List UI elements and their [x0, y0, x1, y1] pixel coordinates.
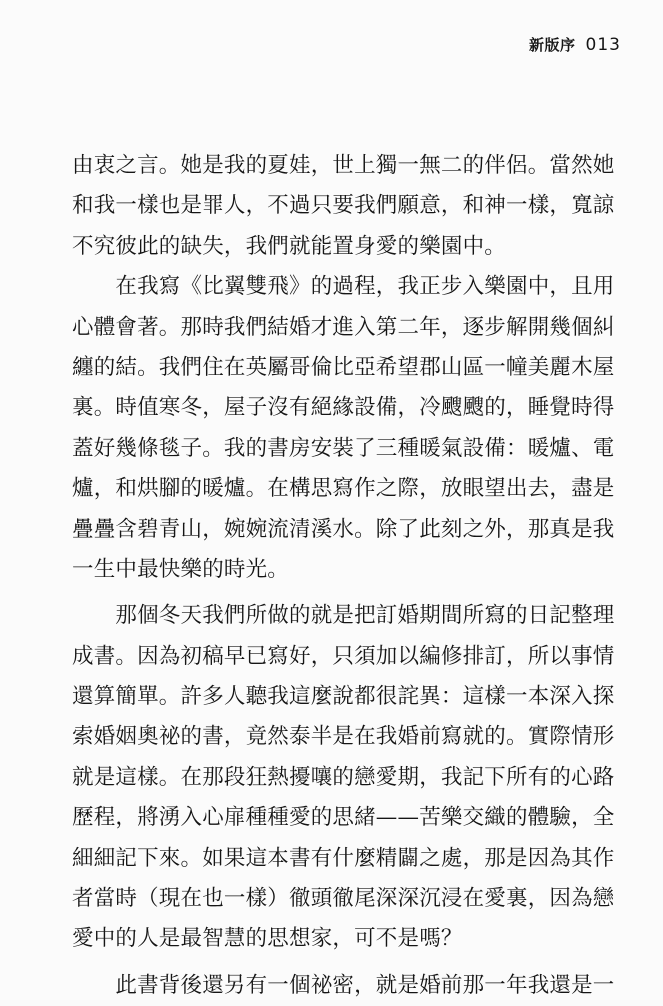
text-line: 心體會著。那時我們結婚才進入第二年，逐步解開幾個糾	[72, 314, 615, 340]
text-line: 在我寫《比翼雙飛》的過程，我正步入樂園中，且用	[72, 274, 615, 300]
text-line: 還算簡單。許多人聽我這麼說都很詫異：這樣一本深入探	[72, 684, 615, 710]
text-line: 爐，和烘腳的暖爐。在構思寫作之際，放眼望出去，盡是	[72, 476, 615, 502]
text-line: 一生中最快樂的時光。	[72, 556, 290, 582]
paragraph-3	[72, 596, 615, 960]
text-line: 成書。因為初稿早已寫好，只須加以編修排訂，所以事情	[72, 643, 615, 669]
paragraph-2	[72, 267, 615, 590]
text-line: 裏。時值寒冬，屋子沒有絕緣設備，冷颼颼的，睡覺時得	[72, 395, 615, 421]
running-header	[529, 34, 621, 55]
paragraph-1	[72, 146, 615, 267]
text-line: 就是這樣。在那段狂熱擾嚷的戀愛期，我記下所有的心路	[72, 764, 615, 790]
text-line: 和我一樣也是罪人，不過只要我們願意，和神一樣，寬諒	[72, 193, 615, 219]
text-line: 此書背後還另有一個祕密，就是婚前那一年我還是一	[72, 972, 615, 998]
text-line: 索婚姻奧祕的書，竟然泰半是在我婚前寫就的。實際情形	[72, 724, 615, 750]
text-line: 細細記下來。如果這本書有什麼精闢之處，那是因為其作	[72, 845, 615, 871]
text-line: 由衷之言。她是我的夏娃，世上獨一無二的伴侶。當然她	[72, 153, 615, 178]
text-line: 者當時（現在也一樣）徹頭徹尾深深沉浸在愛裏，因為戀	[72, 886, 615, 912]
text-line: 歷程，將湧入心扉種種愛的思緒——苦樂交織的體驗，全	[72, 805, 615, 831]
text-line: 纏的結。我們住在英屬哥倫比亞希望郡山區一幢美麗木屋	[72, 354, 615, 380]
section-title: 新版序	[529, 36, 576, 54]
text-line: 疊疊含碧青山，婉婉流清溪水。除了此刻之外，那真是我	[72, 516, 615, 542]
page-number: 013	[585, 35, 621, 55]
text-line: 愛中的人是最智慧的思想家，可不是嗎？	[72, 926, 463, 952]
text-line: 不究彼此的缺失，我們就能置身愛的樂園中。	[72, 233, 507, 259]
text-line: 那個冬天我們所做的就是把訂婚期間所寫的日記整理	[72, 603, 615, 629]
text-line: 蓋好幾條毯子。我的書房安裝了三種暖氣設備：暖爐、電	[72, 435, 615, 461]
body-text	[72, 146, 615, 1006]
